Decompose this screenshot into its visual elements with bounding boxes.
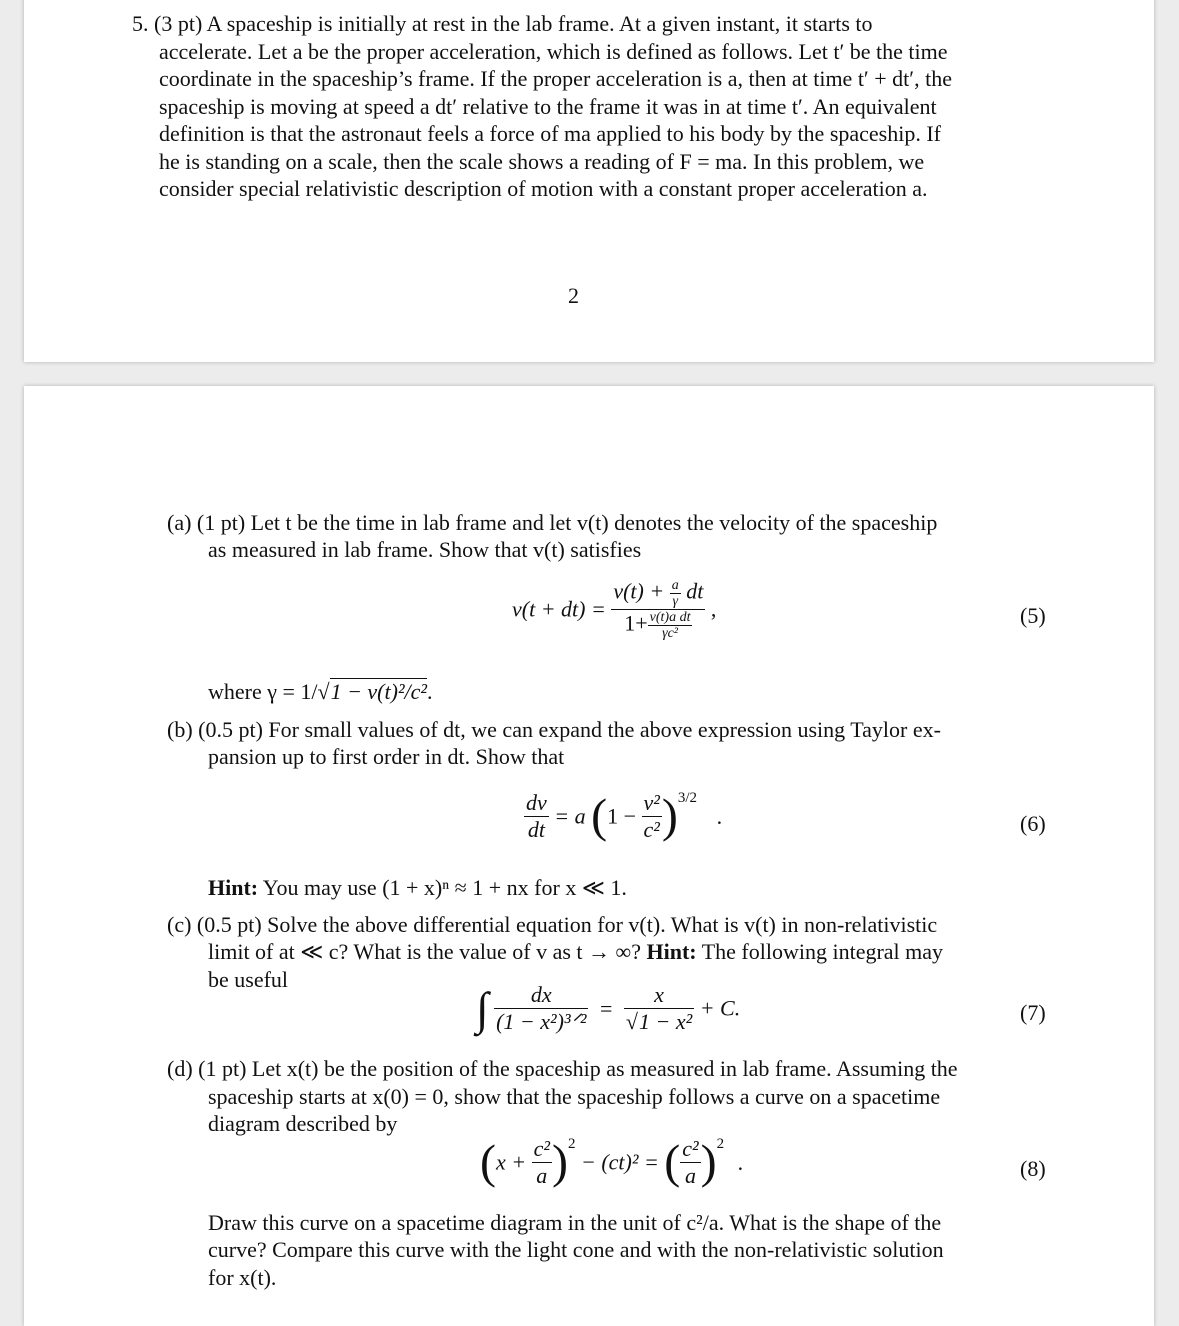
where-end: . xyxy=(427,679,433,704)
eq6-end: . xyxy=(716,803,723,829)
eq7-rhs-top: x xyxy=(654,982,664,1007)
problem-line-6: he is standing on a scale, then the scale shows a reading of F = ma. In this problem, we xyxy=(159,149,925,174)
eq6-power: 3/2 xyxy=(677,790,698,806)
problem-line-2: accelerate. Let a be the proper acceleration, which is defined as follows. Let t′ be the time xyxy=(159,39,948,64)
eq5-num-frac-top: a xyxy=(671,578,679,593)
equation-5 xyxy=(512,578,716,641)
part-c-line-1: (c) (0.5 pt) Solve the above differential equation for v(t). What is v(t) in non-relativistic xyxy=(167,912,938,937)
eq8-top2: c² xyxy=(682,1136,699,1161)
eq7-tail: + C. xyxy=(699,995,741,1021)
part-d-final-2: curve? Compare this curve with the light cone and with the non-relativistic solution xyxy=(208,1237,944,1262)
eq6-inner: 1 − xyxy=(607,803,637,829)
part-c-line-2 xyxy=(208,938,943,965)
eq7-integral: ∫ xyxy=(476,983,489,1034)
equation-6: $\frac{dv}{dt}$ = a (1 − $\frac{\text{v²}}{\text{c²}}$ )$^{3/2}$ . xyxy=(526,789,723,843)
eq5-lhs: v(t + dt) = xyxy=(512,596,606,622)
eq5-number: (5) xyxy=(1020,603,1046,628)
problem-line-4: spaceship is moving at speed a dt′ relative to the frame it was in at time t′. An equivalent xyxy=(159,94,937,119)
part-c-line-2a: limit of at ≪ c? What is the value of v as t → ∞? xyxy=(208,939,647,964)
eq7-eq: = xyxy=(599,995,613,1021)
part-c-hint: Hint: xyxy=(646,939,697,964)
eq8-pow: 2 xyxy=(567,1136,576,1152)
eq7-number: (7) xyxy=(1020,1000,1046,1025)
part-c-line-3: be useful xyxy=(208,967,289,992)
page-2 xyxy=(24,386,1154,1326)
where-sqrt: 1 − v(t)²/c² xyxy=(330,679,428,704)
part-a-line-1: (a) (1 pt) Let t be the time in lab frame and let v(t) denotes the velocity of the spaceship xyxy=(167,510,938,535)
page-1 xyxy=(24,0,1154,362)
part-d-final-3: for x(t). xyxy=(208,1265,277,1290)
eq5-den-frac-bot: γc² xyxy=(648,625,693,641)
eq5-comma: , xyxy=(710,596,717,622)
part-c-line-2b: The following integral may xyxy=(696,939,944,964)
eq7-bot: (1 − x²)³ᐟ² xyxy=(496,1009,587,1034)
part-d-line-1: (d) (1 pt) Let x(t) be the position of the spaceship as measured in lab frame. Assuming the xyxy=(167,1056,958,1081)
problem-line-1: 5. (3 pt) A spaceship is initially at rest in the lab frame. At a given instant, it starts to xyxy=(132,11,873,36)
eq8-top: c² xyxy=(533,1136,550,1161)
part-d-line-2: spaceship starts at x(0) = 0, show that the spaceship follows a curve on a spacetime xyxy=(208,1084,941,1109)
eq5-fraction xyxy=(611,578,705,641)
problem-line-7: consider special relativistic description of motion with a constant proper acceleration a. xyxy=(159,176,928,201)
hint-line xyxy=(208,874,627,901)
eq8-x: x + xyxy=(495,1149,527,1175)
problem-line-3: coordinate in the spaceship’s frame. If the proper acceleration is a, then at time t′ + dt′, the xyxy=(159,66,952,91)
where-line: where γ = 1/√1 − v(t)²/c². xyxy=(208,679,433,704)
eq7-top: dx xyxy=(530,982,552,1007)
part-b-line-2: pansion up to first order in dt. Show that xyxy=(208,744,565,769)
eq6-inner-bot: c² xyxy=(643,817,660,842)
equation-8: (x + $\frac{\text{c²}}{a}$ )$^2$ − (ct)² = ( $\frac{\text{c²}}{a}$ )$^2$ . xyxy=(480,1135,744,1189)
eq6-mid: = a xyxy=(554,803,586,829)
eq8-number: (8) xyxy=(1020,1156,1046,1181)
part-b-line-1: (b) (0.5 pt) For small values of dt, we can expand the above expression using Taylor ex- xyxy=(167,717,941,742)
part-a-line-2: as measured in lab frame. Show that v(t) satisfies xyxy=(208,537,642,562)
eq5-num: v(t) + xyxy=(613,578,670,604)
eq7-rhs-bot: 1 − x² xyxy=(638,1009,693,1034)
eq8-bot2: a xyxy=(680,1162,700,1189)
equation-7: ∫ $\frac{dx}{\text{(1 − x²)³ᐟ²}}$ = $\frac{x}{\text{√1 − x²}}$ + C. xyxy=(476,982,741,1034)
eq5-den-lead: 1+ xyxy=(624,610,648,636)
problem-line-5: definition is that the astronaut feels a force of ma applied to his body by the spaceship. If xyxy=(159,121,941,146)
eq5-num-frac-bot: γ xyxy=(670,593,681,609)
hint-label: Hint: xyxy=(208,875,259,900)
eq5-den-frac-top: v(t)a dt xyxy=(649,610,691,625)
page-number: 2 xyxy=(568,283,579,308)
eq6-lhs-top: dv xyxy=(526,790,547,815)
eq6-lhs-bot: dt xyxy=(524,816,549,843)
eq8-pow2: 2 xyxy=(716,1136,725,1152)
eq5-num-tail: dt xyxy=(680,578,704,604)
hint-text: You may use (1 + x)ⁿ ≈ 1 + nx for x ≪ 1. xyxy=(258,875,627,900)
eq8-bot: a xyxy=(532,1162,552,1189)
where-text: where γ = 1/ xyxy=(208,679,318,704)
part-d-final-1: Draw this curve on a spacetime diagram in the unit of c²/a. What is the shape of the xyxy=(208,1210,942,1235)
part-d-line-3: diagram described by xyxy=(208,1111,398,1136)
eq6-inner-top: v² xyxy=(643,790,660,815)
eq8-mid: − (ct)² = xyxy=(580,1149,665,1175)
eq8-end: . xyxy=(737,1149,744,1175)
eq6-number: (6) xyxy=(1020,811,1046,836)
